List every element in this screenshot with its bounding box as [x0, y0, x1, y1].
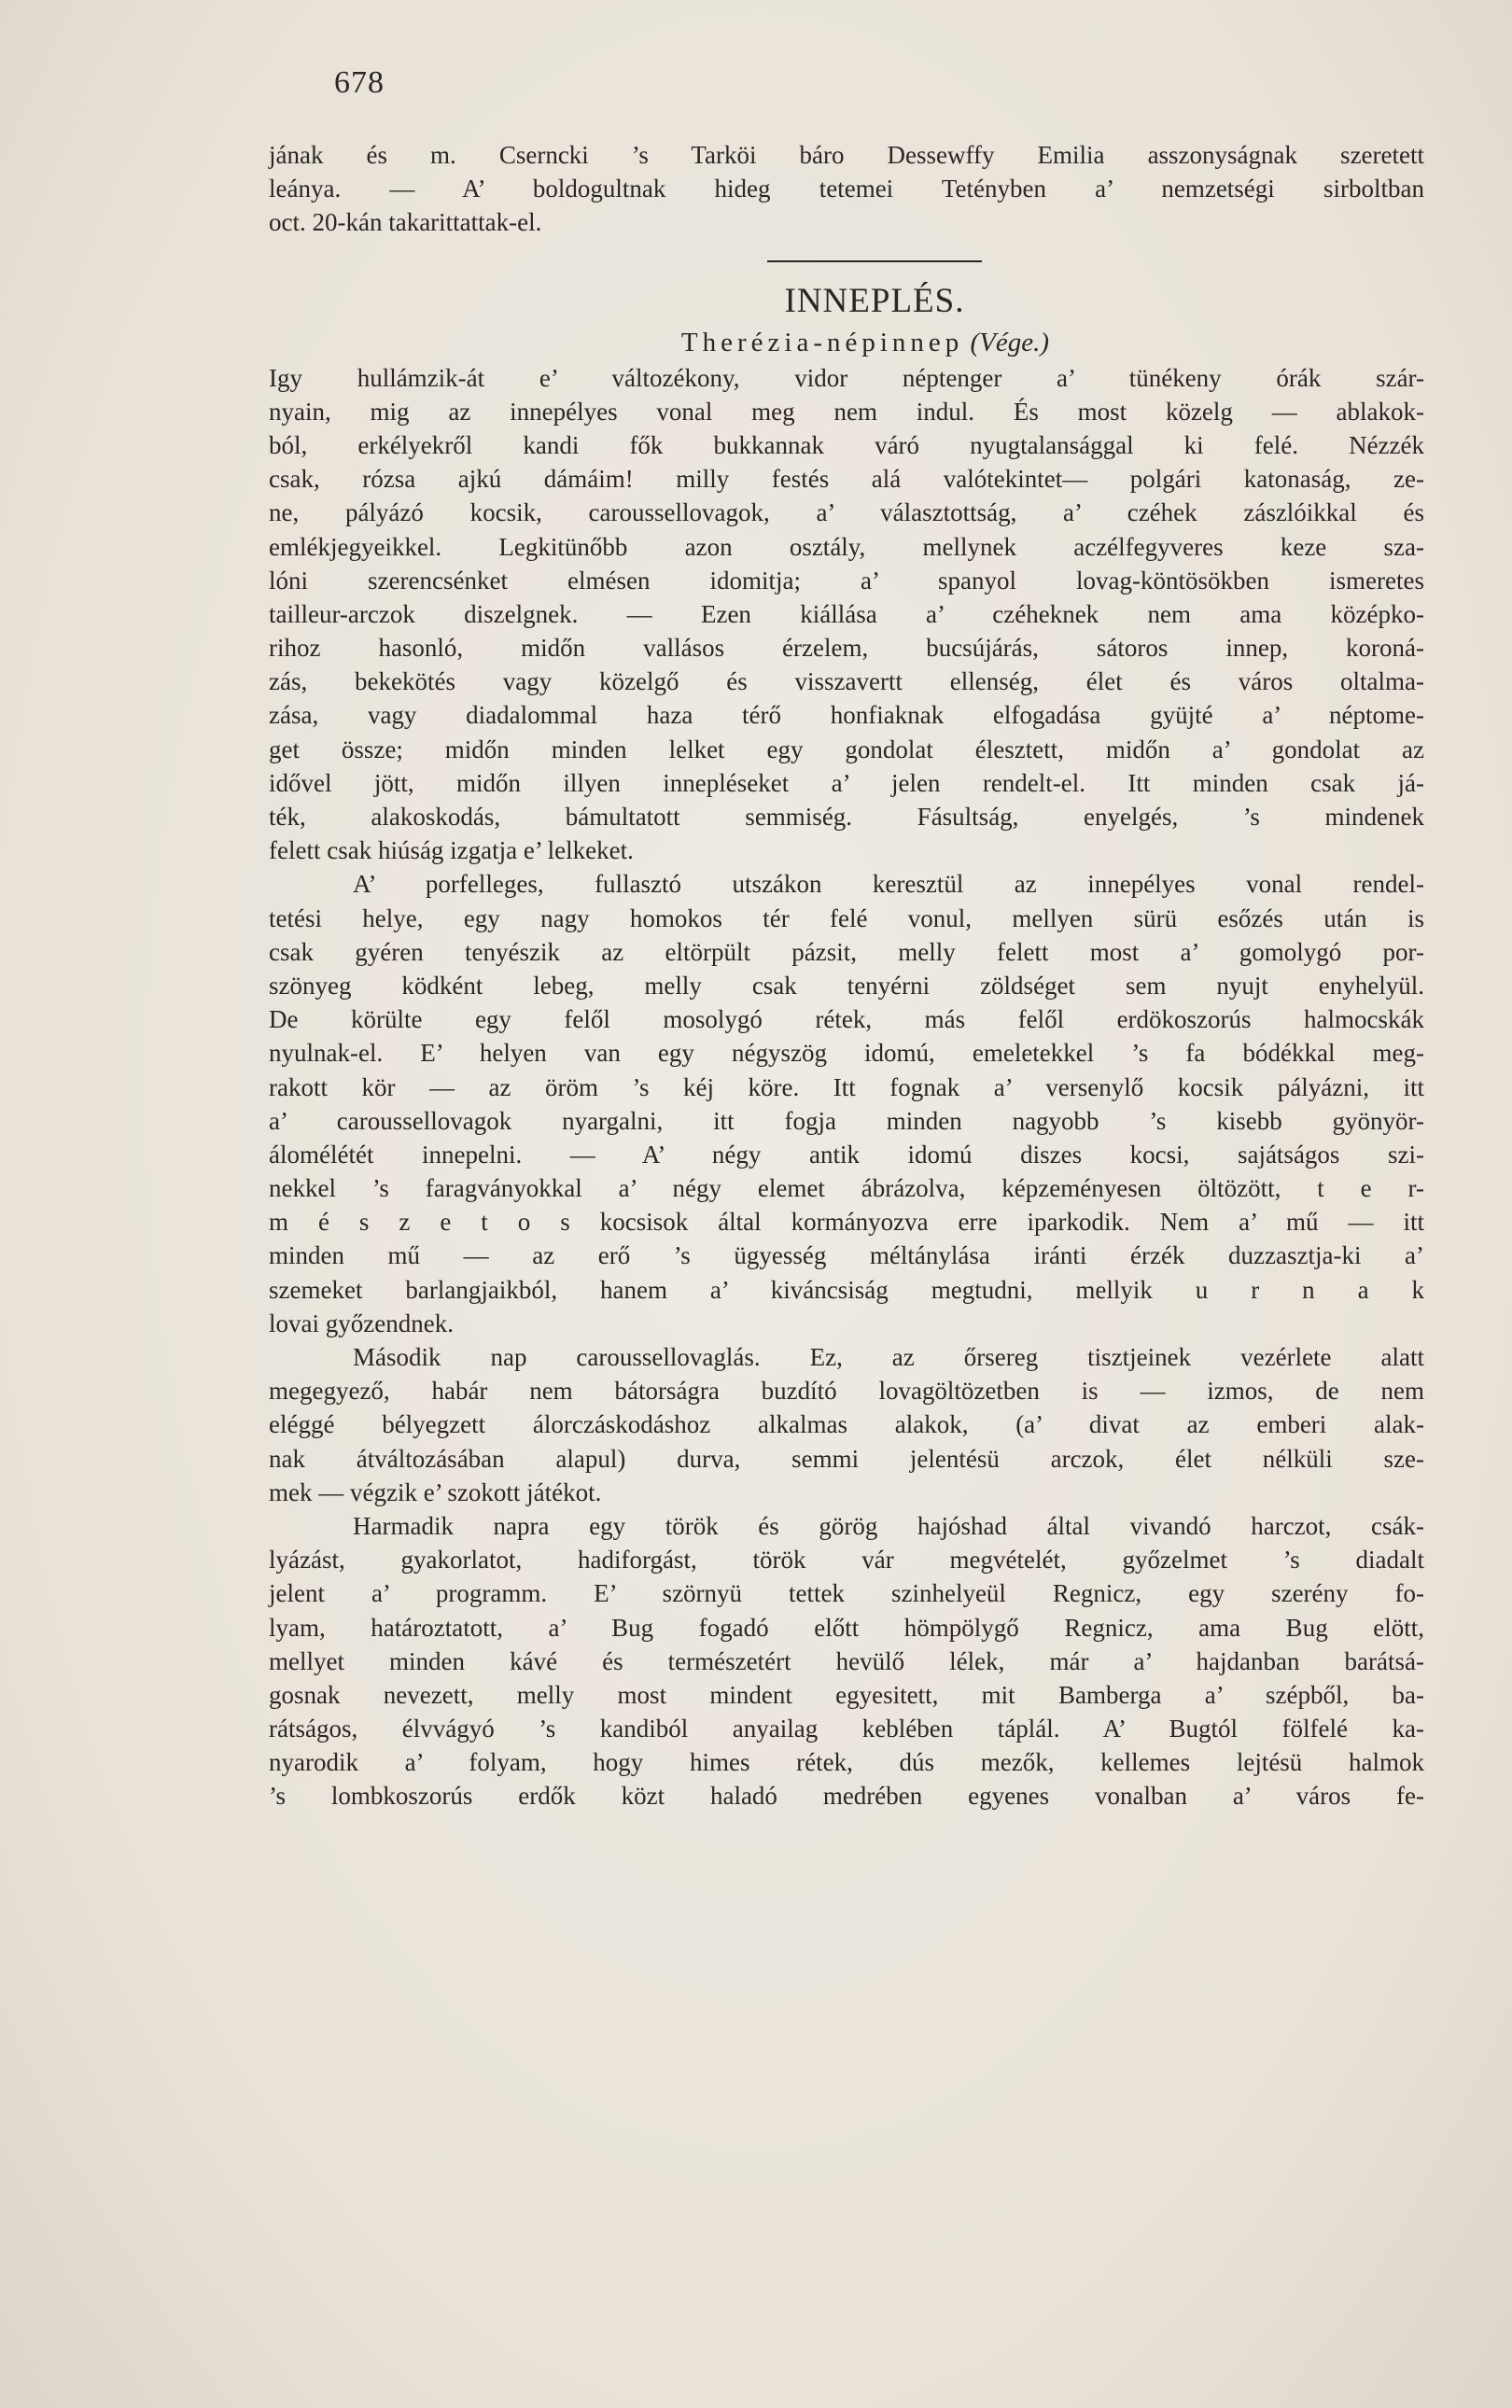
text-line: ból, erkélyekről kandi fők bukkannak váró nyugtalansággal ki felé. Nézzék: [269, 430, 1424, 459]
text-line: jának és m. Cserncki ’s Tarköi báro Dessewffy Emilia asszonyságnak szeretett: [269, 141, 1424, 169]
text-line: m é s z e t o s kocsisok által kormányozva erre iparkodik. Nem a’ mű — itt: [269, 1208, 1424, 1237]
subheading-title: Therézia-népinnep: [680, 327, 964, 357]
text-line: minden mű — az erő ’s ügyesség méltánylása iránti érzék duzzasztja-ki a’: [269, 1241, 1424, 1270]
text-line: álomélétét innepelni. — A’ négy antik idomú diszes kocsi, sajátságos szi-: [269, 1140, 1424, 1169]
text-line: ték, alakoskodás, bámultatott semmiség. Fásultság, enyelgés, ’s mindenek: [269, 803, 1424, 831]
text-line: lovai győzendnek.: [269, 1309, 454, 1337]
text-line: mek — végzik e’ szokott játékot.: [269, 1477, 602, 1506]
text-line: nyain, mig az innepélyes vonal meg nem indul. És most közelg — ablakok-: [269, 397, 1424, 426]
paragraph-2: [269, 867, 1424, 1340]
text-line: a’ caroussellovagok nyargalni, itt fogja minden nagyobb ’s kisebb gyönyör-: [269, 1106, 1424, 1135]
text-line: rihoz hasonló, midőn vallásos érzelem, bucsújárás, sátoros innep, koroná-: [269, 634, 1424, 663]
section-divider: [767, 260, 982, 262]
text-line: leánya. — A’ boldogultnak hideg tetemei Tetényben a’ nemzetségi sirboltban: [269, 175, 1424, 203]
text-line: De körülte egy felől mosolygó rétek, más felől erdökoszorús halmocskák: [269, 1005, 1424, 1034]
text-line: oct. 20-kán takarittattak-el.: [269, 208, 542, 237]
text-line: ne, pályázó kocsik, caroussellovagok, a’ választottság, a’ czéhek zászlóikkal és: [269, 498, 1424, 527]
text-line: tetési helye, egy nagy homokos tér felé vonul, mellyen sürü esőzés után is: [269, 903, 1424, 932]
text-line: zása, vagy diadalommal haza térő honfiaknak elfogadása gyüjté a’ néptome-: [269, 701, 1424, 730]
text-line: nyarodik a’ folyam, hogy himes rétek, dús mezők, kellemes lejtésü halmok: [269, 1748, 1424, 1777]
text-line: gosnak nevezett, melly most mindent egyesitett, mit Bamberga a’ szépből, ba-: [269, 1680, 1424, 1709]
text-line: mellyet minden kávé és természetért hevülő lélek, már a’ hajdanban barátsá-: [269, 1646, 1424, 1675]
text-line: megegyező, habár nem bátorságra buzdító lovagöltözetben is — izmos, de nem: [269, 1377, 1424, 1406]
section-subheading: [269, 324, 1424, 361]
text-line: csak gyéren tenyészik az eltörpült pázsit, melly felett most a’ gomolygó por-: [269, 937, 1424, 966]
text-line: szemeket barlangjaikból, hanem a’ kiváncsiság megtudni, mellyik u r n a k: [269, 1275, 1424, 1304]
text-block: [269, 138, 1424, 1813]
text-line: nekkel ’s faragványokkal a’ négy elemet ábrázolva, képzeményesen öltözött, t e r-: [269, 1174, 1424, 1203]
text-line: rátságos, élvvágyó ’s kandiból anyailag keblében táplál. A’ Bugtól fölfelé ka-: [269, 1715, 1424, 1743]
paragraph-1: [269, 361, 1424, 868]
text-line: get össze; midőn minden lelket egy gondolat élesztett, midőn a’ gondolat az: [269, 735, 1424, 763]
text-line: jelent a’ programm. E’ szörnyü tettek szinhelyeül Regnicz, egy szerény fo-: [269, 1579, 1424, 1608]
text-line: rakott kör — az öröm ’s kéj köre. Itt fognak a’ versenylő kocsik pályázni, itt: [269, 1072, 1424, 1101]
text-line: lóni szerencsénket elmésen idomitja; a’ spanyol lovag-köntösökben ismeretes: [269, 566, 1424, 595]
text-line: csak, rózsa ajkú dámáim! milly festés alá valótekintet— polgári katonaság, ze-: [269, 465, 1424, 494]
page-number: 678: [334, 65, 385, 100]
text-line: emlékjegyeikkel. Legkitünőbb azon osztály, mellynek aczélfegyveres keze sza-: [269, 532, 1424, 561]
text-line: zás, bekekötés vagy közelgő és visszavertt ellenség, élet és város oltalma-: [269, 667, 1424, 696]
section-heading: INNEPLÉS.: [784, 281, 965, 320]
text-line: tailleur-arczok diszelgnek. — Ezen kiállása a’ czéheknek nem ama középko-: [269, 599, 1424, 628]
text-line: idővel jött, midőn illyen innepléseket a’ jelen rendelt-el. Itt minden csak já-: [269, 768, 1424, 797]
text-line: Igy hullámzik-át e’ változékony, vidor néptenger a’ tünékeny órák szár-: [269, 363, 1424, 392]
subheading-note: (Vége.): [970, 327, 1050, 357]
text-line: Harmadik napra egy török és görög hajóshad által vivandó harczot, csák-: [353, 1511, 1424, 1540]
paragraph-4: [269, 1509, 1424, 1813]
text-line: lyam, határoztatott, a’ Bug fogadó előtt hömpölygő Regnicz, ama Bug elött,: [269, 1613, 1424, 1642]
paragraph-3: [269, 1340, 1424, 1509]
text-line: felett csak hiúság izgatja e’ lelkeket.: [269, 836, 634, 865]
text-line: Második nap caroussellovaglás. Ez, az őrsereg tisztjeinek vezérlete alatt: [353, 1343, 1424, 1371]
text-line: lyázást, gyakorlatot, hadiforgást, török vár megvételét, győzelmet ’s diadalt: [269, 1546, 1424, 1575]
text-line: A’ porfelleges, fullasztó utszákon keresztül az innepélyes vonal rendel-: [353, 870, 1424, 899]
text-line: nak átváltozásában alapul) durva, semmi jelentésü arczok, élet nélküli sze-: [269, 1444, 1424, 1473]
text-line: nyulnak-el. E’ helyen van egy négyszög idomú, emeletekkel ’s fa bódékkal meg-: [269, 1039, 1424, 1068]
text-line: ’s lombkoszorús erdők közt haladó medrében egyenes vonalban a’ város fe-: [269, 1782, 1424, 1811]
text-line: szönyeg ködként lebeg, melly csak tenyérni zöldséget sem nyujt enyhelyül.: [269, 971, 1424, 1000]
text-line: eléggé bélyegzett álorczáskodáshoz alkalmas alakok, (a’ divat az emberi alak-: [269, 1410, 1424, 1439]
intro-paragraph: [269, 138, 1424, 240]
